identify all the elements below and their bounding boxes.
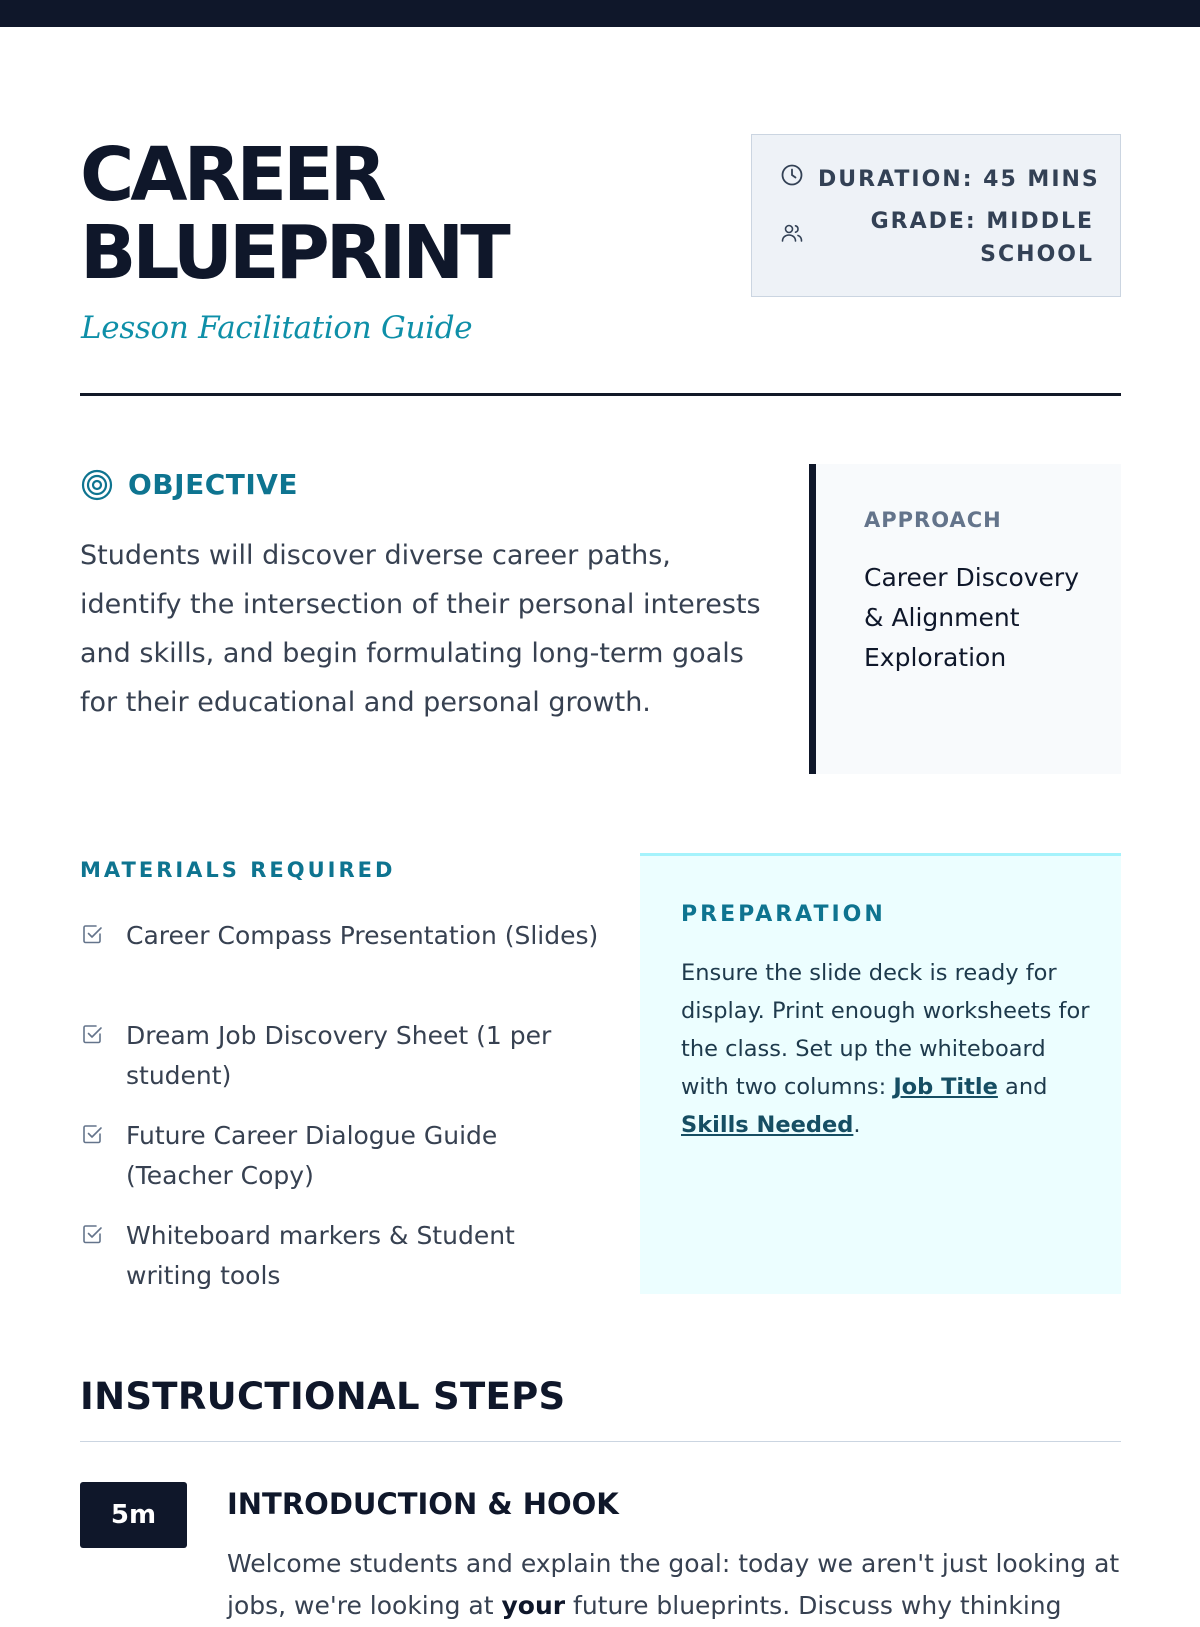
- grade-row: [780, 205, 1094, 271]
- objective-heading: [81, 468, 298, 501]
- grade-line-2: SCHOOL: [980, 242, 1094, 267]
- duration-text: DURATION: 45 MINS: [818, 167, 1100, 192]
- checkbox-icon: [80, 922, 104, 946]
- list-item: [80, 916, 600, 956]
- header-divider: [80, 393, 1121, 396]
- list-item: [80, 1116, 600, 1196]
- preparation-text-2: and: [997, 1074, 1048, 1100]
- step-text: [227, 1543, 1127, 1627]
- checkbox-icon: [80, 1222, 104, 1246]
- preparation-title: PREPARATION: [681, 902, 886, 927]
- target-icon: [81, 469, 113, 501]
- approach-box: [809, 464, 1121, 774]
- steps-title: INSTRUCTIONAL STEPS: [80, 1375, 566, 1418]
- approach-label: APPROACH: [864, 508, 1002, 532]
- grade-line-1: GRADE: MIDDLE: [870, 209, 1094, 234]
- step-text-1: Welcome students and explain the goal: today we aren't just looking at jobs, we're looking at: [227, 1549, 1120, 1620]
- page-title: [80, 132, 507, 296]
- step-text-bold: your: [501, 1591, 566, 1620]
- title-line-2: BLUEPRINT: [80, 210, 507, 296]
- users-icon: [780, 221, 804, 245]
- material-text: Whiteboard markers & Student writing tools: [126, 1221, 515, 1290]
- objective-text: Students will discover diverse career paths, identify the intersection of their personal interests and skills, and begin formulating long-term goals for their educational and personal growth.: [80, 540, 761, 718]
- steps-divider: [80, 1441, 1121, 1442]
- preparation-text-1: Ensure the slide deck is ready for display. Print enough worksheets for the class. Set up the whiteboard with two columns:: [681, 960, 1090, 1100]
- step-duration-badge: 5m: [80, 1482, 187, 1548]
- material-text: Dream Job Discovery Sheet (1 per student): [126, 1021, 552, 1090]
- checkbox-icon: [80, 1122, 104, 1146]
- preparation-box: [640, 853, 1121, 1294]
- skills-needed-link: Skills Needed: [681, 1112, 854, 1138]
- preparation-text-3: .: [853, 1112, 861, 1138]
- materials-title: MATERIALS REQUIRED: [80, 858, 396, 882]
- material-text: Future Career Dialogue Guide (Teacher Copy): [126, 1121, 498, 1190]
- lesson-meta-box: [751, 134, 1121, 297]
- list-item: [80, 1016, 600, 1096]
- preparation-text: [681, 954, 1091, 1144]
- list-item: [80, 1216, 600, 1296]
- top-bar: [0, 0, 1200, 27]
- grade-text: [818, 205, 1094, 271]
- duration-row: [780, 163, 1100, 196]
- title-line-1: CAREER: [80, 132, 383, 218]
- objective-title: OBJECTIVE: [128, 468, 299, 501]
- page-subtitle: Lesson Facilitation Guide: [81, 310, 473, 346]
- job-title-link: Job Title: [893, 1074, 998, 1100]
- material-text: Career Compass Presentation (Slides): [126, 921, 599, 950]
- approach-value: Career Discovery & Alignment Exploration: [864, 563, 1080, 672]
- step-title: INTRODUCTION & HOOK: [227, 1487, 619, 1521]
- step-text-2: future blueprints. Discuss why thinking: [565, 1591, 1062, 1620]
- clock-icon: [780, 163, 804, 187]
- checkbox-icon: [80, 1022, 104, 1046]
